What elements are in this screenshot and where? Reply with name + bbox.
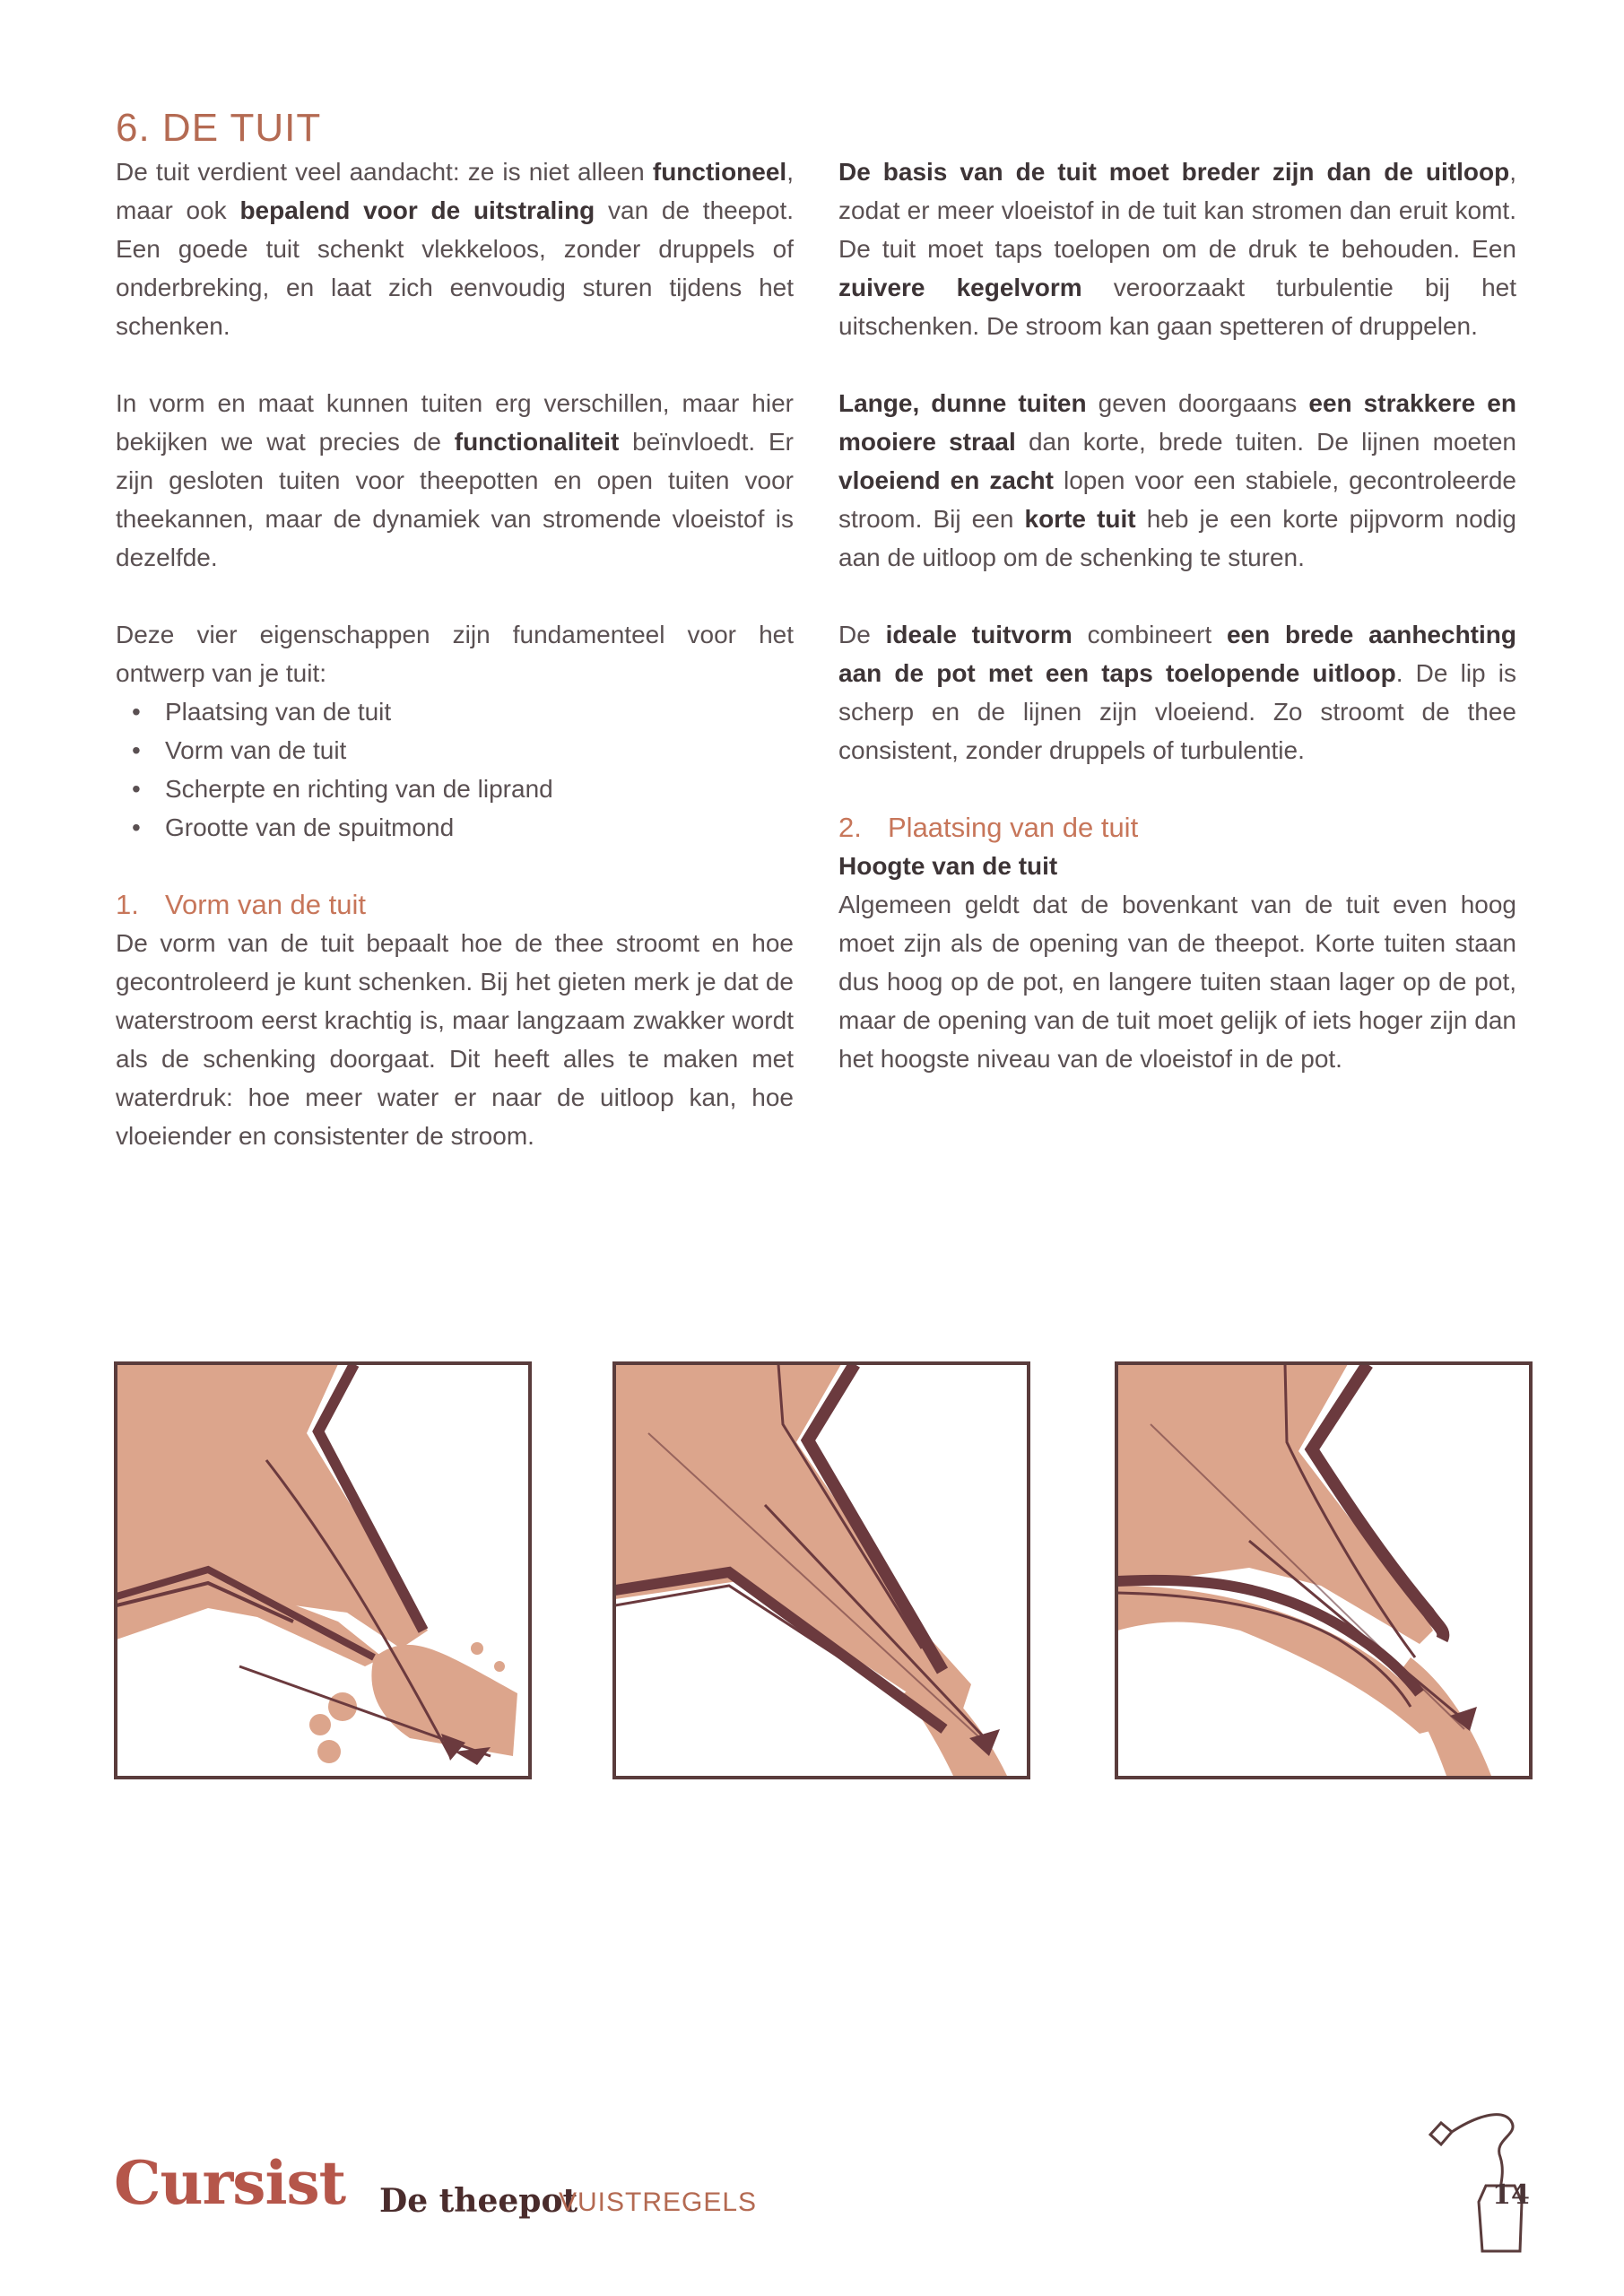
emphasis-text: korte tuit [1024,505,1136,533]
section-2-number: 2. [838,812,862,843]
text-run: heb je een korte pijpvorm nodig aan de uitloop om de schenking te sturen. [838,505,1517,571]
section-1-number: 1. [116,889,139,920]
right-column [838,152,1516,1078]
text-run: combineert [1072,621,1227,648]
spout-illustration-steady [612,1361,1030,1779]
spout-illustration-ideal [1115,1361,1533,1779]
properties-list [116,692,794,847]
text-run: geven doorgaans [1086,389,1309,417]
page-title: 6. DE TUIT [116,106,322,150]
text-run: . De lip is scherp en de lijnen zijn vloeiend. Zo stroomt de thee consistent, zonder druppels of turbulentie. [838,659,1516,764]
emphasis-text: bepalend voor de uitstraling [239,196,595,224]
text-run: In vorm en maat kunnen tuiten erg verschillen, maar hier bekijken we wat precies de [116,389,794,456]
intro-paragraph-2 [116,384,794,577]
text-run: , zodat er meer vloeistof in de tuit kan stromen dan eruit komt. De tuit moet taps toelopen om de druk te behouden. Een [838,158,1516,263]
list-item: • Plaatsing van de tuit [116,692,794,731]
list-item: • Grootte van de spuitmond [116,808,794,847]
footer-subtitle: VUISTREGELS [559,2187,758,2217]
list-item: • Vorm van de tuit [116,731,794,770]
section-1-title: Vorm van de tuit [165,889,367,920]
section-2-body: Algemeen geldt dat de bovenkant van de tuit even hoog moet zijn als de opening van de theepot. Korte tuiten staan dus hoog op de pot, en langere tuiten staan lager op de pot, maar de opening van de tuit moet gelijk of iets hoger zijn dan het hoogste niveau van de vloeistof in de pot. [838,891,1516,1073]
right-paragraph-1 [838,152,1516,345]
section-2-title: Plaatsing van de tuit [888,812,1139,843]
emphasis-text: functionaliteit [454,428,620,456]
right-paragraph-2 [838,384,1516,577]
text-run: , maar ook [116,158,794,224]
section-1-heading [116,885,794,924]
text-run: dan korte, brede tuiten. De lijnen moeten [1015,428,1517,456]
emphasis-text: De basis van de tuit moet breder zijn dan de uitloop [838,158,1510,186]
footer-title: De theepot [379,2182,578,2220]
emphasis-text: ideale tuitvorm [885,621,1073,648]
right-paragraph-3 [838,615,1516,770]
list-item: • Scherpte en richting van de liprand [116,770,794,808]
spout-illustration-turbulent [114,1361,532,1779]
text-run: veroorzaakt turbulentie bij het uitschenken. De stroom kan gaan spetteren of druppelen. [838,274,1516,340]
text-run: De [838,621,886,648]
intro-paragraph-3: Deze vier eigenschappen zijn fundamenteel voor het ontwerp van je tuit: [116,621,794,687]
section-2-heading [838,808,1516,847]
section-2-subtitle: Hoogte van de tuit [838,852,1058,880]
text-run: beïnvloedt. Er zijn gesloten tuiten voor theepotten en open tuiten voor theekannen, maar de dynamiek van stromende vloeistof is dezelfde. [116,428,794,571]
section-1-body: De vorm van de tuit bepaalt hoe de thee stroomt en hoe gecontroleerd je kunt schenken. Bij het gieten merk je dat de waterstroom eerst krachtig is, maar langzaam zwakker wordt als de schenking doorgaat. Dit heeft alles te maken met waterdruk: hoe meer water er naar de uitloop kan, hoe vloeiender en consistenter de stroom. [116,929,794,1150]
emphasis-text: Lange, dunne tuiten [838,389,1087,417]
text-run: De tuit verdient veel aandacht: ze is niet alleen [116,158,653,186]
intro-paragraph-1 [116,152,794,345]
emphasis-text: functioneel [652,158,787,186]
text-run: van de theepot. Een goede tuit schenkt vlekkeloos, zonder druppels of onderbreking, en laat zich eenvoudig sturen tijdens het schenken. [116,196,795,340]
page-number: 14 [1492,2179,1530,2211]
text-run: lopen voor een stabiele, gecontroleerde stroom. Bij een [838,466,1516,533]
brand-logo: Cursist [114,2148,346,2218]
emphasis-text: een brede aanhechting aan de pot met een taps toelopende uitloop [838,621,1516,687]
emphasis-text: een strakkere en mooiere straal [838,389,1516,456]
emphasis-text: vloeiend en zacht [838,466,1054,494]
left-column [116,152,794,1194]
emphasis-text: zuivere kegelvorm [838,274,1082,301]
